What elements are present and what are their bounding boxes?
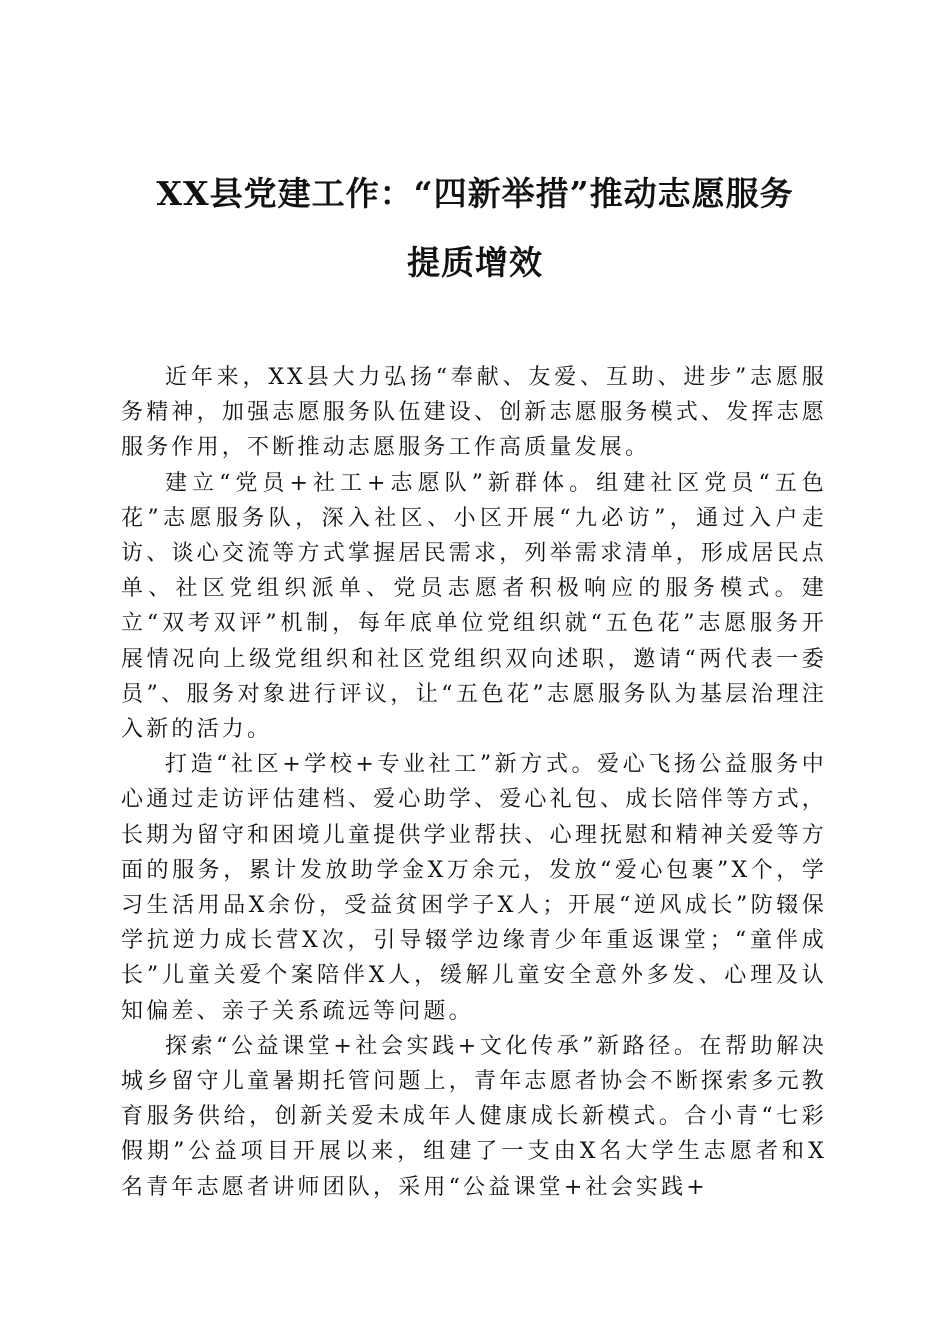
- document-body: [121, 360, 827, 1205]
- paragraph-new-method: 打造“社区+学校+专业社工”新方式。爱心飞扬公益服务中心通过走访评估建档、爱心助学、爱心礼包、成长陪伴等方式，长期为留守和困境儿童提供学业帮扶、心理抚慰和精神关爱等方面的服务，累计发放助学金X万余元，发放“爱心包裹”X个，学习生活用品X余份，受益贫困学子X人；开展“逆风成长”防辍保学抗逆力成长营X次，引导辍学边缘青少年重返课堂；“童伴成长”儿童关爱个案陪伴X人，缓解儿童安全意外多发、心理及认知偏差、亲子关系疏远等问题。: [121, 752, 827, 1024]
- document-title-line-1: XX县党建工作：“四新举措”推动志愿服务: [156, 174, 794, 213]
- paragraph-intro: 近年来，XX县大力弘扬“奉献、友爱、互助、进步”志愿服务精神，加强志愿服务队伍建设、创新志愿服务模式、发挥志愿服务作用，不断推动志愿服务工作高质量发展。: [121, 365, 827, 461]
- paragraph-new-group: 建立“党员+社工+志愿队”新群体。组建社区党员“五色花”志愿服务队，深入社区、小区开展“九必访”，通过入户走访、谈心交流等方式掌握居民需求，列举需求清单，形成居民点单、社区党组织派单、党员志愿者积极响应的服务模式。建立“双考双评”机制，每年底单位党组织就“五色花”志愿服务开展情况向上级党组织和社区党组织双向述职，邀请“两代表一委员”、服务对象进行评议，让“五色花”志愿服务队为基层治理注入新的活力。: [121, 470, 827, 743]
- document-title-line-2: 提质增效: [407, 243, 543, 282]
- paragraph-new-path: 探索“公益课堂+社会实践+文化传承”新路径。在帮助解决城乡留守儿童暑期托管问题上，青年志愿者协会不断探索多元教育服务供给，创新关爱未成年人健康成长新模式。合小青“七彩假期”公益项目开展以来，组建了一支由X名大学生志愿者和X名青年志愿者讲师团队，采用“公益课堂+社会实践+: [121, 1033, 827, 1200]
